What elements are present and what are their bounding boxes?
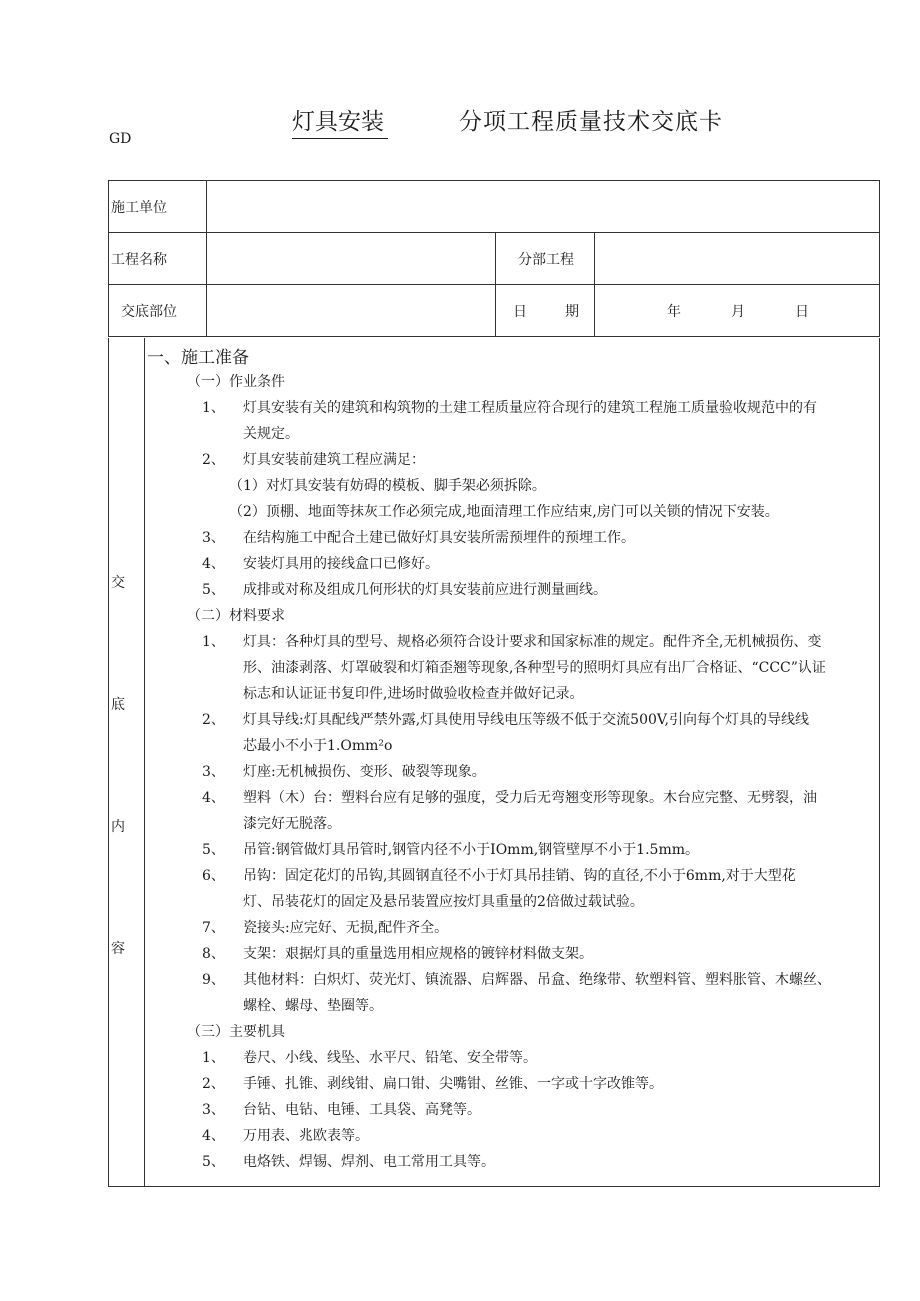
item-text: 支架：艰据灯具的重量选用相应规格的镀锌材料做支架。 <box>243 946 593 962</box>
item-number: 8、 <box>202 946 225 962</box>
header-table <box>108 180 880 337</box>
item-text: 关规定。 <box>243 426 299 442</box>
item-text: 灯座:无机械损伤、变形、破裂等现象。 <box>243 764 486 780</box>
item-number: 5、 <box>202 1154 225 1170</box>
title-item-name: 灯具安装 <box>292 103 388 139</box>
item-text: 漆完好无脱落。 <box>243 816 341 832</box>
item-text: 螺栓、螺母、垫圈等。 <box>243 998 383 1014</box>
section-heading: 一、施工准备 <box>147 348 249 368</box>
date-label <box>496 285 595 337</box>
item-number: 9、 <box>202 972 225 988</box>
item-text: 安装灯具用的接线盒口已修好。 <box>243 556 439 572</box>
item-text: 万用表、兆欧表等。 <box>243 1128 369 1144</box>
construction-unit-field[interactable] <box>207 181 880 233</box>
item-text: 灯具安装有关的建筑和构筑物的土建工程质量应符合现行的建筑工程施工质量验收规范中的有 <box>243 400 817 416</box>
subsection-heading: （三）主要机具 <box>187 1024 285 1040</box>
item-text: 形、油漆剥落、灯罩破裂和灯箱歪翘等现象,各种型号的照明灯具应有出厂合格证、“CCC”认证 <box>243 660 826 676</box>
item-number: 7、 <box>202 920 225 936</box>
item-text: 在结构施工中配合土建已做好灯具安装所需预埋件的预埋工作。 <box>243 530 635 546</box>
item-number: 5、 <box>202 582 225 598</box>
item-text: 标志和认证证书复印件,进场时做验收检查并做好记录。 <box>243 686 584 702</box>
sub-project-field[interactable] <box>595 233 880 285</box>
item-text: 其他材料：白炽灯、荧光灯、镇流器、启辉器、吊盒、绝缘带、软塑料管、塑料胀管、木螺丝、 <box>243 972 831 988</box>
item-number: 2、 <box>202 1076 225 1092</box>
location-label: 交底部位 <box>109 285 207 337</box>
item-text: 灯具：各种灯具的型号、规格必须符合设计要求和国家标准的规定。配件齐全,无机械损伤、变 <box>243 634 822 650</box>
column-divider <box>144 338 145 1186</box>
subsection-heading: （二）材料要求 <box>187 608 285 624</box>
month-label: 月 <box>731 303 745 320</box>
date-label-1: 日 <box>513 303 527 320</box>
side-label-char: 容 <box>111 941 125 957</box>
side-label-char: 底 <box>111 697 125 713</box>
item-text: 电烙铁、焊锡、焊剂、电工常用工具等。 <box>243 1154 495 1170</box>
project-name-label: 工程名称 <box>109 233 207 285</box>
item-text: 芯最小不小于1.Omm²o <box>243 738 393 754</box>
item-text: 灯具导线:灯具配线严禁外露,灯具使用导线电压等级不低于交流500V,引向每个灯具的导线线 <box>243 712 809 728</box>
item-number: 4、 <box>202 556 225 572</box>
item-number: 3、 <box>202 530 225 546</box>
item-number: 5、 <box>202 842 225 858</box>
item-text: 成排或对称及组成几何形状的灯具安装前应进行测量画线。 <box>243 582 607 598</box>
construction-unit-label: 施工单位 <box>109 181 207 233</box>
item-number: 1、 <box>202 400 225 416</box>
day-label: 日 <box>795 303 809 320</box>
title-main: 分项工程质量技术交底卡 <box>459 109 723 135</box>
item-text: 卷尺、小线、线坠、水平尺、铅笔、安全带等。 <box>243 1050 537 1066</box>
item-number: 3、 <box>202 1102 225 1118</box>
side-label-char: 交 <box>111 575 125 591</box>
item-number: 3、 <box>202 764 225 780</box>
year-label: 年 <box>667 303 681 320</box>
item-number: 4、 <box>202 790 225 806</box>
item-text: （1）对灯具安装有妨碍的模板、脚手架必须拆除。 <box>229 478 546 494</box>
item-text: 灯、吊装花灯的固定及悬吊装置应按灯具重量的2倍做过载试验。 <box>243 894 644 910</box>
item-text: 灯具安装前建筑工程应满足： <box>243 452 425 468</box>
content-box <box>108 338 880 1187</box>
item-text: 塑料（木）台：塑料台应有足够的强度，受力后无弯翘变形等现象。木台应完整、无劈裂，油 <box>243 790 817 806</box>
document-code: GD <box>109 131 132 147</box>
side-label-char: 内 <box>111 819 125 835</box>
date-field[interactable] <box>595 285 880 337</box>
item-number: 1、 <box>202 1050 225 1066</box>
item-text: 吊管:钢管做灯具吊管时,钢管内径不小于IOmm,钢管壁厚不小于1.5mm。 <box>243 842 699 858</box>
location-field[interactable] <box>207 285 496 337</box>
item-number: 1、 <box>202 634 225 650</box>
item-number: 4、 <box>202 1128 225 1144</box>
item-text: 手锤、扎锥、剥线钳、扁口钳、尖嘴钳、丝锥、一字或十字改锥等。 <box>243 1076 663 1092</box>
item-number: 2、 <box>202 712 225 728</box>
item-text: （2）顶棚、地面等抹灰工作必须完成,地面清理工作应结束,房门可以关锁的情况下安装。 <box>229 504 779 520</box>
item-text: 台钻、电钻、电锤、工具袋、高凳等。 <box>243 1102 481 1118</box>
subsection-heading: （一）作业条件 <box>187 374 285 390</box>
item-text: 瓷接头:应完好、无损,配件齐全。 <box>243 920 449 936</box>
sub-project-label: 分部工程 <box>496 233 595 285</box>
item-number: 6、 <box>202 868 225 884</box>
project-name-field[interactable] <box>207 233 496 285</box>
date-label-2: 期 <box>565 303 579 320</box>
item-number: 2、 <box>202 452 225 468</box>
item-text: 吊钩：固定花灯的吊钩,其圆钢直径不小于灯具吊挂销、钩的直径,不小于6mm,对于大型花 <box>243 868 796 884</box>
